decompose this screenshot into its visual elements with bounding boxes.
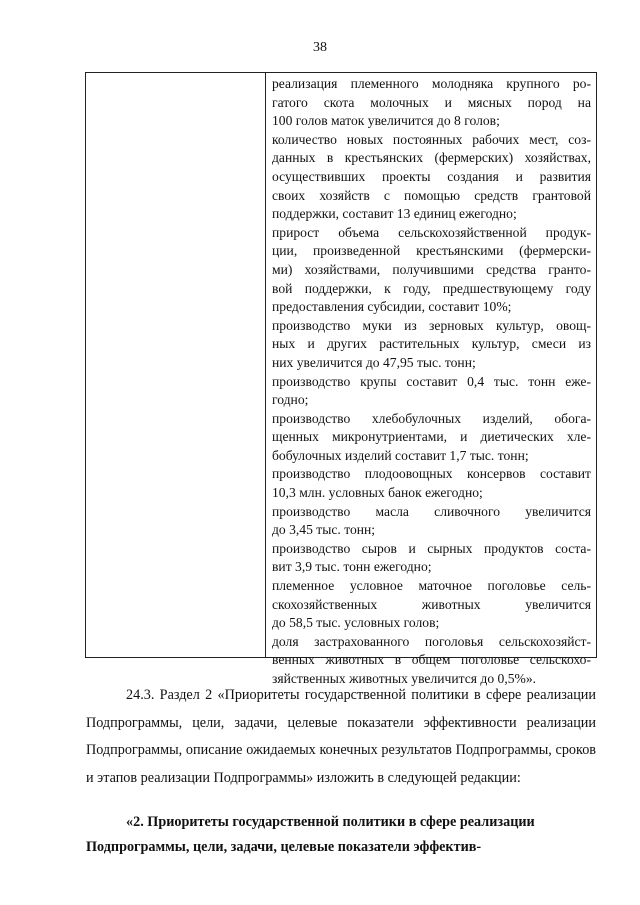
indicators-table bbox=[85, 72, 597, 686]
table-text-line: годно; bbox=[272, 392, 309, 408]
table-left-cell bbox=[86, 73, 266, 657]
table-text-line: вит 3,9 тыс. тонн ежегодно; bbox=[272, 559, 432, 575]
table-text-line: осуществивших проекты создания и развития bbox=[272, 168, 591, 184]
table-text-line: зяйственных животных увеличится до 0,5%». bbox=[272, 671, 537, 686]
table-text-line: поддержки, составит 13 единиц ежегодно; bbox=[272, 206, 517, 222]
table-text-line: прирост объема сельскохозяйственной продук- bbox=[272, 224, 591, 240]
table-text-line: до 3,45 тыс. тонн; bbox=[272, 522, 376, 538]
table-text-line: реализация племенного молодняка крупного ро- bbox=[272, 76, 591, 91]
table-text-line: гатого скота молочных и мясных пород на bbox=[272, 94, 591, 110]
table-text-line: до 58,5 тыс. условных голов; bbox=[272, 615, 440, 631]
section-heading bbox=[86, 810, 596, 860]
table-text-line: производство хлебобулочных изделий, обога- bbox=[272, 410, 591, 426]
table-text-line: количество новых постоянных рабочих мест, соз- bbox=[272, 131, 591, 147]
table-text-line: них увеличится до 47,95 тыс. тонн; bbox=[272, 354, 476, 370]
page-number: 38 bbox=[313, 40, 327, 55]
table-text-line: вой поддержки, к году, предшествующему году bbox=[272, 280, 591, 296]
table-text-line: производство муки из зерновых культур, овощ- bbox=[272, 317, 591, 333]
section-paragraph: 24.3. Раздел 2 «Приоритеты государственной политики в сфере реализации Подпрограммы, цели, задачи, целевые показатели эффективности реализации Подпрограммы, описание ожидаемых конечных результатов Подпрограммы, сроков и этапов реализации Подпрограммы» изложить в следующей редакции: bbox=[86, 687, 596, 786]
table-text-line: племенное условное маточное поголовье сель- bbox=[272, 578, 591, 594]
table-text-line: предоставления субсидии, составит 10%; bbox=[272, 299, 512, 315]
table-text-line: 10,3 млн. условных банок ежегодно; bbox=[272, 485, 483, 501]
heading-line-1: «2. Приоритеты государственной политики в сфере реализации bbox=[126, 814, 535, 830]
table-text-line: скохозяйственных животных увеличится bbox=[272, 596, 591, 612]
table-right-cell bbox=[272, 75, 591, 689]
table-text-line: 100 голов маток увеличится до 8 голов; bbox=[272, 113, 500, 129]
table-text-line: доля застрахованного поголовья сельскохозяйст- bbox=[272, 633, 591, 649]
table-text-line: ми) хозяйствами, получившими средства гранто- bbox=[272, 261, 591, 277]
heading-line-2: Подпрограммы, цели, задачи, целевые показатели эффектив- bbox=[86, 839, 482, 855]
table-text-line: бобулочных изделий составит 1,7 тыс. тонн; bbox=[272, 447, 529, 463]
table-text-line: данных в крестьянских (фермерских) хозяйствах, bbox=[272, 150, 591, 166]
table-text-line: производство сыров и сырных продуктов соста- bbox=[272, 540, 591, 556]
table-text-line: щенных микронутриентами, и диетических хле- bbox=[272, 429, 591, 445]
table-text-line: своих хозяйств с помощью средств грантовой bbox=[272, 187, 591, 203]
table-text-line: венных животных в общем поголовье сельскохо- bbox=[272, 652, 591, 668]
table-text-line: производство крупы составит 0,4 тыс. тонн еже- bbox=[272, 373, 591, 389]
table-text-line: производство плодоовощных консервов составит bbox=[272, 466, 591, 482]
table-text-line: производство масла сливочного увеличится bbox=[272, 503, 591, 519]
table-text-line: ных и других растительных культур, смеси из bbox=[272, 336, 591, 352]
table-text-line: ции, произведенной крестьянскими (фермерски- bbox=[272, 243, 591, 259]
